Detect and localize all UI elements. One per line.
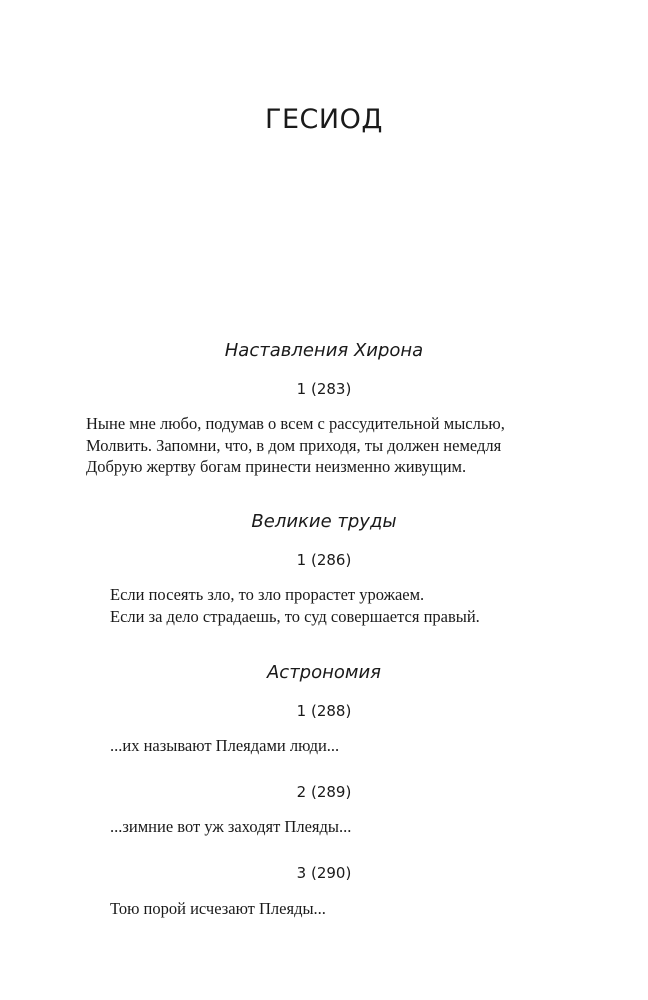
section-title-chiron: Наставления Хирона bbox=[224, 340, 424, 361]
verse-line: Тою порой исчезают Плеяды... bbox=[110, 899, 326, 918]
verse-block bbox=[110, 584, 480, 627]
section-title-great-works: Великие труды bbox=[251, 511, 397, 532]
verse-line: ...их называют Плеядами люди... bbox=[110, 736, 340, 755]
verse-line: Ныне мне любо, подумав о всем с рассудительной мыслью, bbox=[86, 414, 505, 433]
fragment-number: 2 (289) bbox=[296, 783, 352, 801]
fragment-number: 1 (286) bbox=[296, 551, 352, 569]
fragment-number: 1 (288) bbox=[296, 702, 352, 720]
verse-line: ...зимние вот уж заходят Плеяды... bbox=[110, 817, 352, 836]
fragment-number: 3 (290) bbox=[296, 864, 352, 882]
verse-line: Молвить. Запомни, что, в дом приходя, ты должен немедля bbox=[86, 435, 502, 455]
verse-block bbox=[110, 898, 326, 920]
verse-line: Если посеять зло, то зло прорастет урожаем. bbox=[110, 585, 425, 604]
verse-block bbox=[86, 413, 505, 478]
verse-line: Добрую жертву богам принести неизменно живущим. bbox=[86, 457, 467, 476]
verse-block bbox=[110, 735, 339, 757]
section-title-astronomy: Астрономия bbox=[266, 662, 382, 683]
author-heading: ГЕСИОД bbox=[265, 104, 383, 135]
fragment-number: 1 (283) bbox=[296, 380, 352, 398]
verse-block bbox=[110, 816, 351, 838]
verse-line: Если за дело страдаешь, то суд совершается правый. bbox=[110, 606, 480, 626]
